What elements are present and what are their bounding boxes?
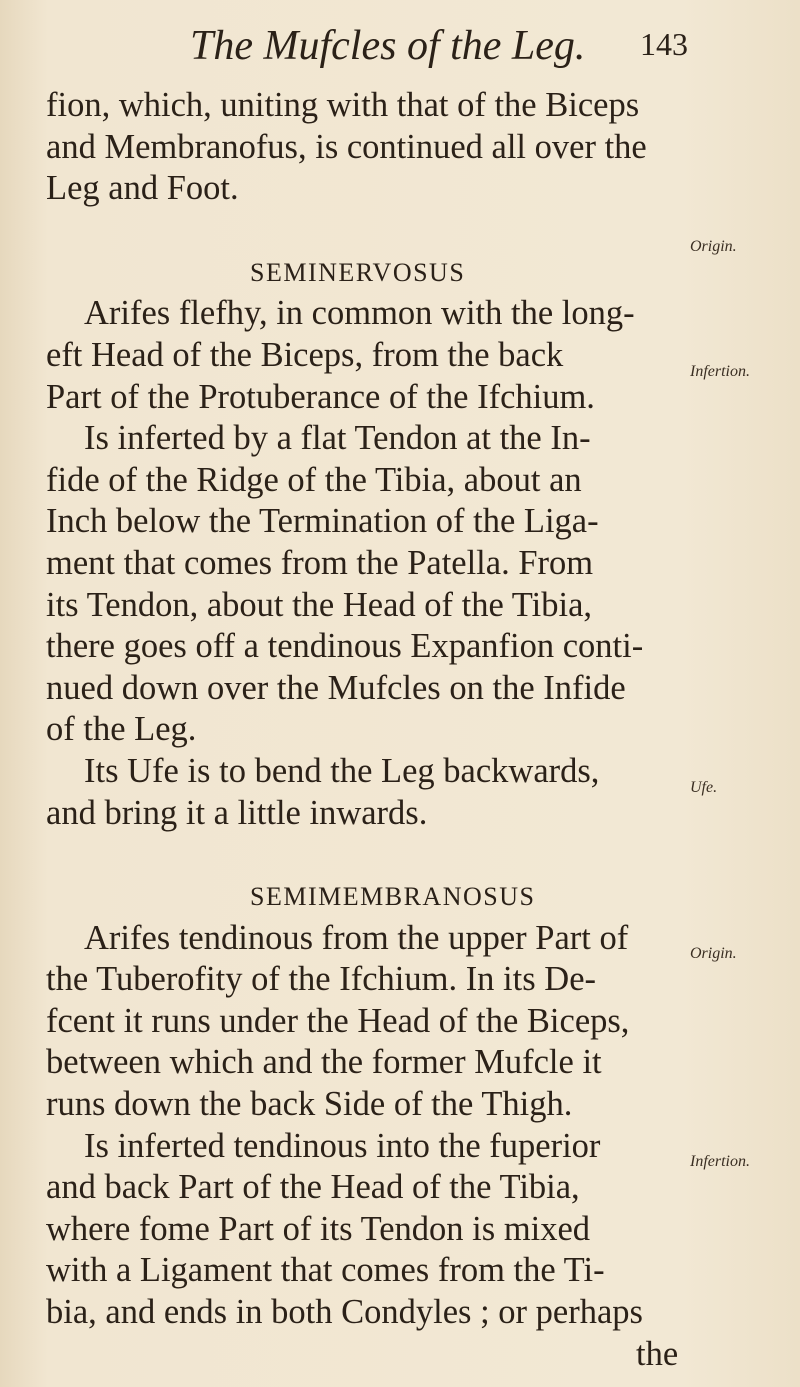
text-line: ment that comes from the Patella. From: [46, 543, 594, 582]
page-header: [0, 22, 800, 72]
text-line: of the Leg.: [46, 710, 197, 749]
text-line: Arifes tendinous from the upper Part of: [84, 918, 629, 957]
running-head: The Mufcles of the Leg.: [190, 23, 586, 69]
text-line: the: [636, 1334, 679, 1373]
paragraph-gap: [46, 834, 686, 876]
margin-note-insertion: Infertion.: [690, 363, 750, 380]
text-line: Part of the Protuberance of the Ifchium.: [46, 377, 595, 416]
text-line: Arifes flefhy, in common with the long-: [84, 294, 635, 333]
text-line: between which and the former Mufcle it: [46, 1043, 602, 1082]
section-heading-semimembranosus: SEMIMEMBRANOSUS: [250, 882, 536, 912]
margin-note-origin: Origin.: [690, 945, 737, 962]
text-line: Is inferted by a flat Tendon at the In-: [84, 419, 591, 458]
margin-note-use: Ufe.: [690, 779, 718, 796]
text-line: the Tuberofity of the Ifchium. In its De-: [46, 960, 596, 999]
text-line: Is inferted tendinous into the fuperior: [84, 1126, 601, 1165]
text-line: there goes off a tendinous Expanfion conti-: [46, 627, 644, 666]
page-number: 143: [640, 26, 688, 62]
text-line: fcent it runs under the Head of the Biceps,: [46, 1001, 630, 1040]
section-heading-seminervosus: SEMINERVOSUS: [250, 257, 466, 287]
text-line: runs down the back Side of the Thigh.: [46, 1085, 573, 1124]
margin-note-insertion: Infertion.: [690, 1153, 750, 1170]
text-line: with a Ligament that comes from the Ti-: [46, 1251, 605, 1290]
text-line: Inch below the Termination of the Liga-: [46, 502, 599, 541]
text-line: Leg and Foot.: [46, 169, 239, 208]
text-line: where fome Part of its Tendon is mixed: [46, 1209, 591, 1248]
text-line: and Membranofus, is continued all over the: [46, 127, 647, 166]
text-line: Its Ufe is to bend the Leg backwards,: [84, 751, 600, 790]
text-line: its Tendon, about the Head of the Tibia,: [46, 585, 593, 624]
body-text: [46, 85, 686, 1375]
margin-note-origin: Origin.: [690, 238, 737, 255]
text-line: fion, which, uniting with that of the Biceps: [46, 86, 640, 124]
text-line: and back Part of the Head of the Tibia,: [46, 1168, 580, 1207]
text-line: eft Head of the Biceps, from the back: [46, 335, 564, 374]
text-line: bia, and ends in both Condyles ; or perhaps: [46, 1293, 643, 1332]
text-line: and bring it a little inwards.: [46, 793, 428, 832]
paragraph-gap: [46, 210, 686, 252]
text-line: nued down over the Mufcles on the Infide: [46, 668, 626, 707]
text-line: fide of the Ridge of the Tibia, about an: [46, 460, 582, 499]
